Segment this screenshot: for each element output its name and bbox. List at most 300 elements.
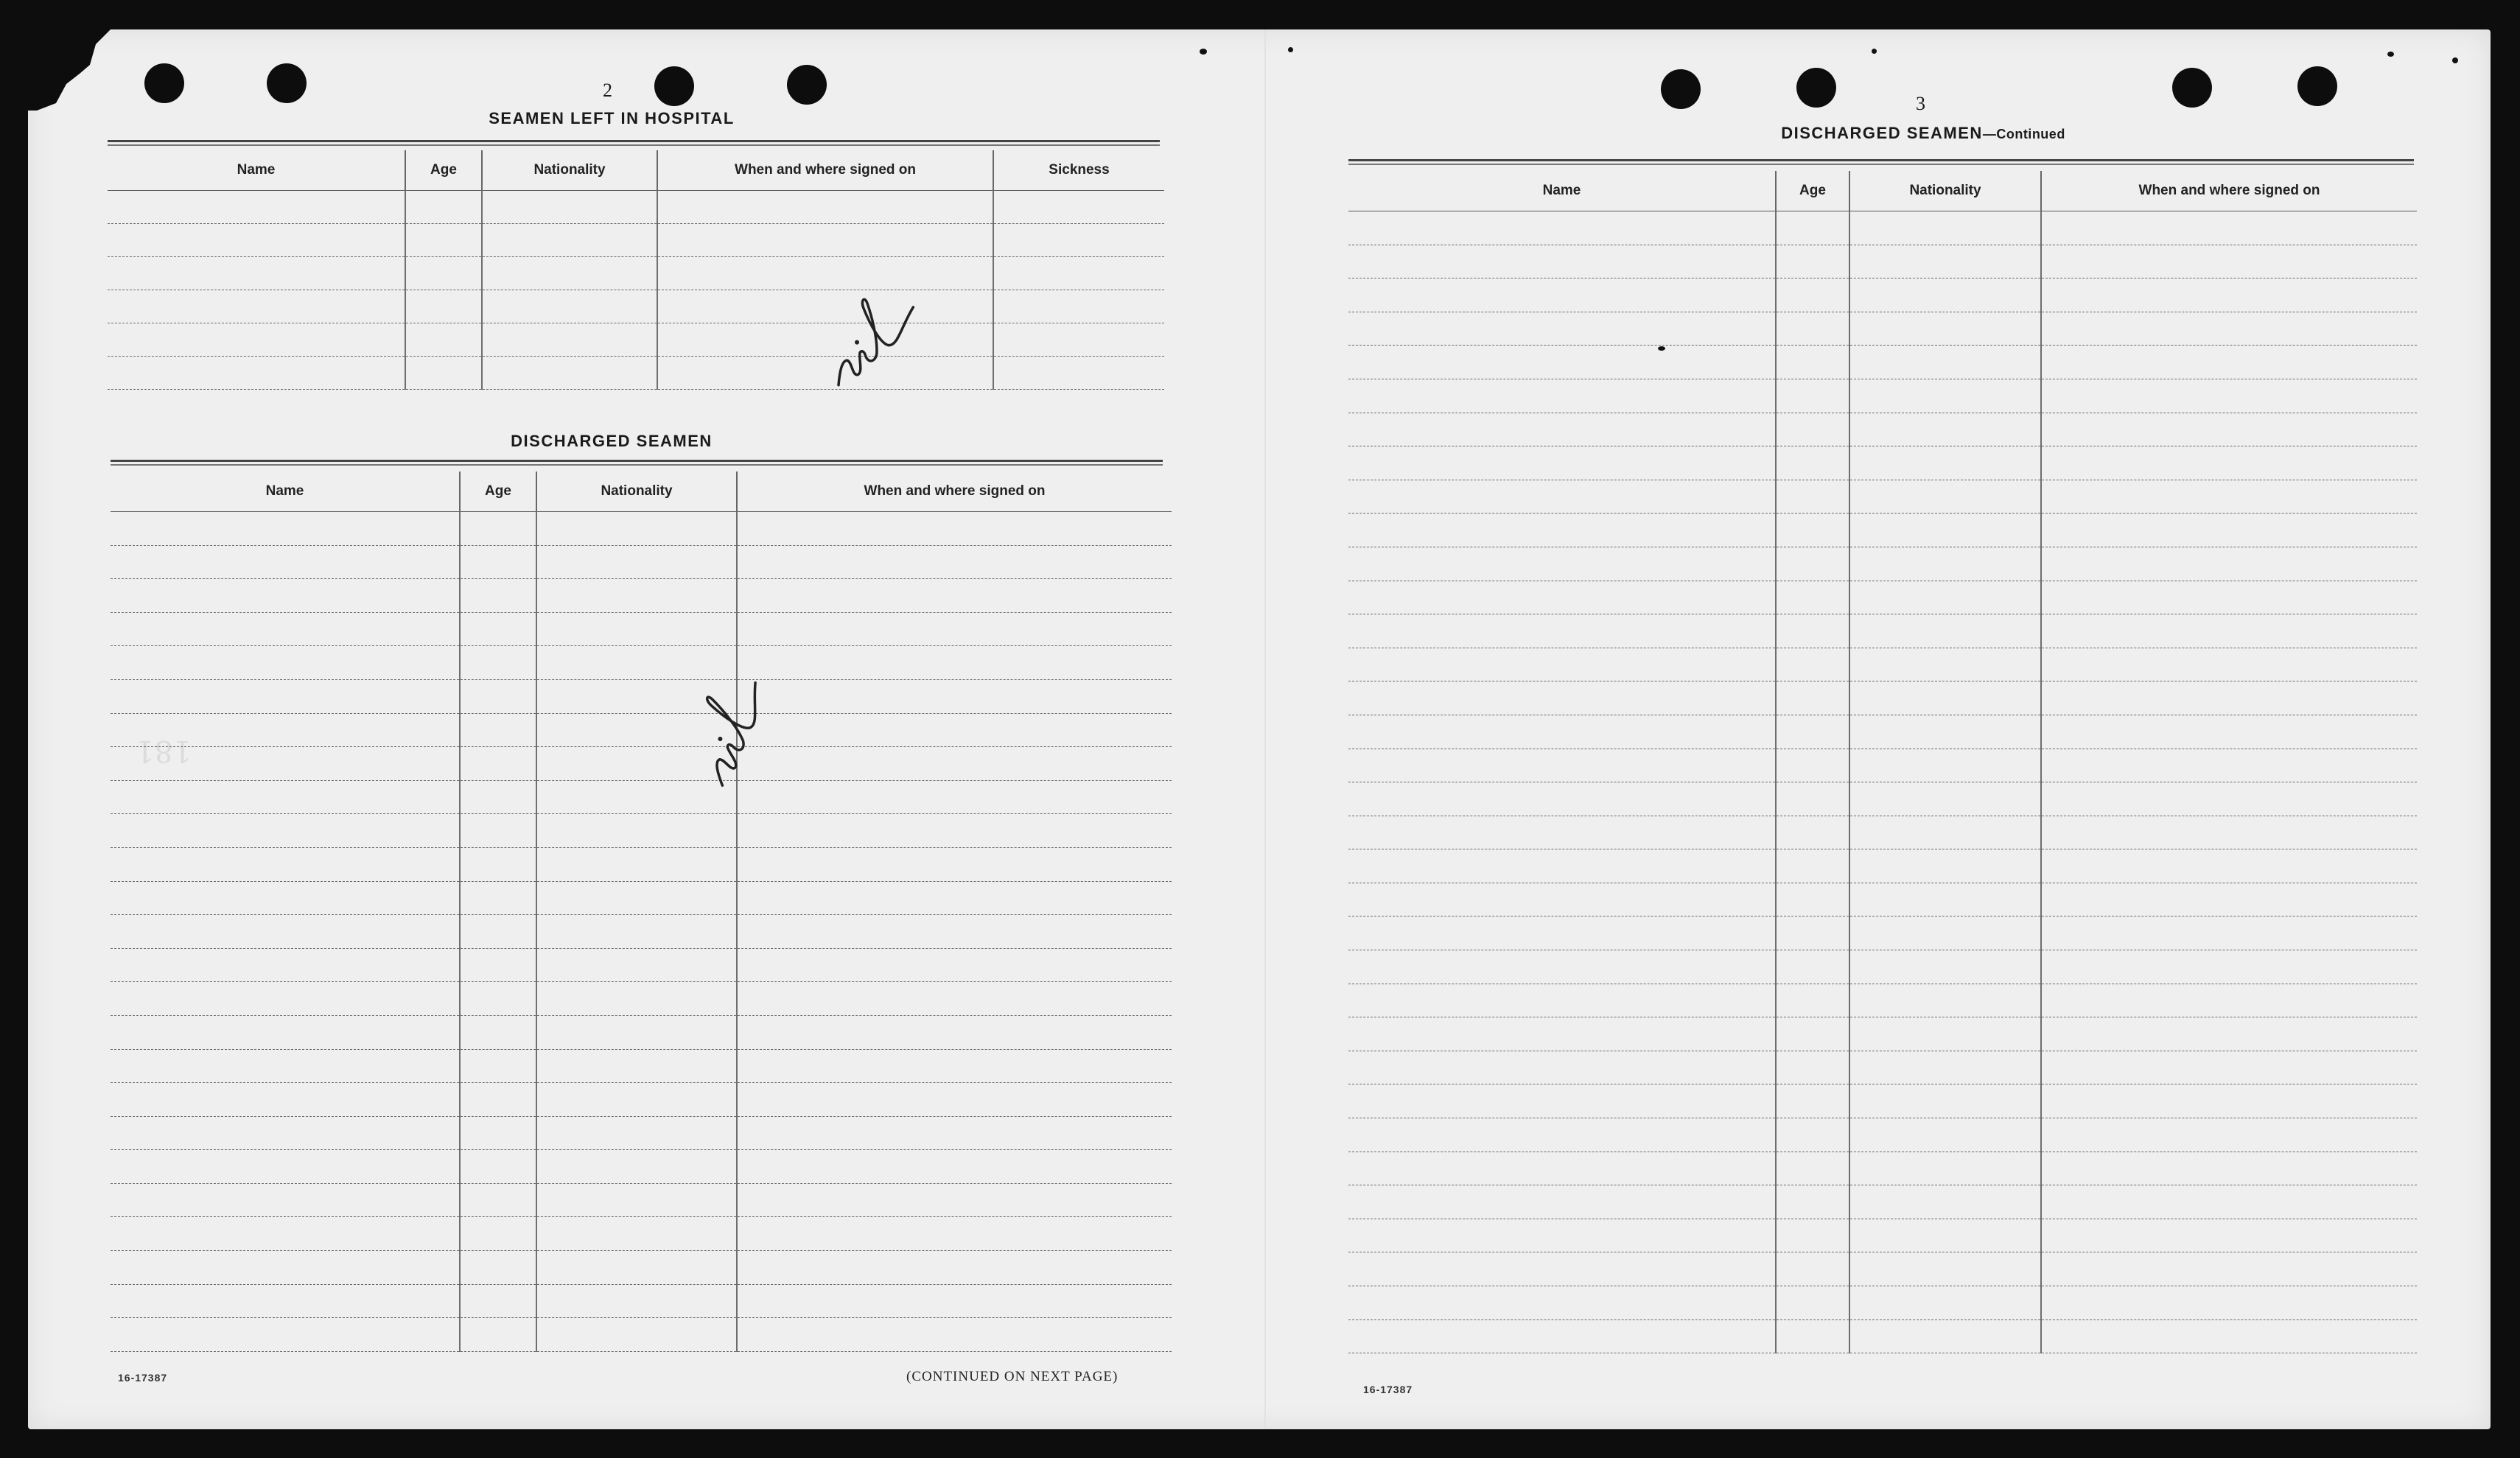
ledger-cell [405, 357, 482, 390]
ledger-row [1348, 547, 2417, 581]
ledger-cell [1849, 1152, 2041, 1185]
ledger-cell [1348, 782, 1776, 816]
ledger-cell [1776, 849, 1849, 883]
ledger-cell [482, 357, 657, 390]
ledger-row [111, 915, 1172, 949]
ledger-cell [1348, 581, 1776, 614]
ledger-cell [111, 881, 460, 915]
ledger-cell [1849, 782, 2041, 816]
ledger-cell [1849, 1219, 2041, 1252]
ledger-cell [1776, 379, 1849, 413]
ledger-cell [405, 290, 482, 323]
ledger-cell [1849, 1118, 2041, 1152]
ledger-cell [737, 1318, 1172, 1352]
ledger-cell [1348, 1051, 1776, 1084]
title-suffix: —Continued [1982, 127, 2065, 141]
ledger-cell [111, 780, 460, 814]
ledger-cell [1849, 916, 2041, 950]
ledger-cell [111, 646, 460, 680]
ledger-cell [1849, 1286, 2041, 1320]
torn-corner [22, 29, 111, 111]
ledger-cell [460, 1183, 536, 1217]
ledger-cell [2041, 480, 2417, 514]
ledger-cell [536, 579, 737, 613]
ledger-row [111, 780, 1172, 814]
ledger-cell [737, 1284, 1172, 1318]
ledger-cell [2041, 749, 2417, 782]
ledger-cell [1348, 1219, 1776, 1252]
ledger-cell [405, 224, 482, 257]
column-header-nationality: Nationality [536, 472, 737, 512]
column-header-age: Age [405, 150, 482, 191]
ledger-cell [2041, 816, 2417, 849]
ledger-row [111, 646, 1172, 680]
ledger-row [111, 1284, 1172, 1318]
ledger-row [111, 1217, 1172, 1251]
ledger-cell [2041, 245, 2417, 278]
ledger-cell [2041, 1051, 2417, 1084]
ledger-cell [1776, 514, 1849, 547]
ledger-cell [1849, 446, 2041, 480]
ledger-cell [737, 512, 1172, 546]
ledger-cell [1348, 1152, 1776, 1185]
ledger-cell [111, 612, 460, 646]
ledger-row [1348, 681, 2417, 715]
ledger-cell [1849, 312, 2041, 346]
column-header-signed-on: When and where signed on [2041, 171, 2417, 211]
ledger-cell [737, 1116, 1172, 1150]
ledger-cell [2041, 278, 2417, 312]
ledger-cell [737, 814, 1172, 848]
ledger-cell [536, 881, 737, 915]
ledger-cell [1348, 413, 1776, 446]
ledger-cell [1776, 681, 1849, 715]
ledger-cell [1776, 480, 1849, 514]
ledger-cell [1849, 245, 2041, 278]
ledger-cell [1348, 1017, 1776, 1051]
ledger-cell [1849, 413, 2041, 446]
ledger-cell [2041, 648, 2417, 681]
ledger-cell [1348, 547, 1776, 581]
column-header-signed-on: When and where signed on [737, 472, 1172, 512]
ledger-cell [111, 579, 460, 613]
ledger-cell [1849, 715, 2041, 749]
ledger-row [1348, 1118, 2417, 1152]
ledger-cell [460, 646, 536, 680]
ledger-row [111, 847, 1172, 881]
ledger-cell [2041, 984, 2417, 1017]
ledger-cell [1776, 1084, 1849, 1118]
column-header-nationality: Nationality [482, 150, 657, 191]
column-header-signed-on: When and where signed on [657, 150, 993, 191]
ledger-cell [1849, 1185, 2041, 1219]
ledger-cell [1849, 346, 2041, 379]
ledger-row [108, 191, 1164, 224]
ledger-row [1348, 984, 2417, 1017]
ledger-cell [2041, 211, 2417, 245]
ledger-row [111, 948, 1172, 982]
ledger-cell [460, 1116, 536, 1150]
hospital-section-title: SEAMEN LEFT IN HOSPITAL [489, 109, 735, 127]
ledger-cell [1849, 211, 2041, 245]
ledger-cell [2041, 514, 2417, 547]
ledger-cell [1776, 547, 1849, 581]
ledger-cell [1776, 648, 1849, 681]
ledger-cell [2041, 849, 2417, 883]
ledger-cell [108, 257, 405, 290]
ledger-cell [1849, 883, 2041, 916]
page-number-right: 3 [1916, 93, 1925, 114]
ledger-cell [1348, 211, 1776, 245]
ledger-cell [2041, 950, 2417, 984]
column-header-age: Age [1776, 171, 1849, 211]
ledger-cell [1348, 1252, 1776, 1286]
ledger-cell [1849, 681, 2041, 715]
ledger-cell [111, 948, 460, 982]
ledger-cell [737, 1217, 1172, 1251]
ledger-cell [536, 1284, 737, 1318]
ledger-row [1348, 1051, 2417, 1084]
ledger-cell [405, 323, 482, 357]
ledger-cell [536, 847, 737, 881]
ledger-row [1348, 916, 2417, 950]
ledger-cell [737, 1150, 1172, 1184]
column-header-sickness: Sickness [993, 150, 1164, 191]
punch-hole [787, 65, 827, 105]
ledger-cell [482, 290, 657, 323]
ledger-cell [1849, 1051, 2041, 1084]
ledger-cell [1849, 480, 2041, 514]
ledger-cell [1348, 514, 1776, 547]
ledger-cell [1348, 816, 1776, 849]
form-number-right: 16-17387 [1363, 1384, 1413, 1395]
header-row [108, 150, 1164, 191]
punch-hole [2297, 66, 2337, 106]
ledger-cell [737, 915, 1172, 949]
ledger-cell [1776, 245, 1849, 278]
speck [1288, 47, 1293, 52]
ledger-cell [1776, 816, 1849, 849]
ledger-cell [1776, 1286, 1849, 1320]
ledger-cell [1348, 245, 1776, 278]
ledger-cell [2041, 1118, 2417, 1152]
ledger-cell [737, 1015, 1172, 1049]
ledger-cell [2041, 782, 2417, 816]
ledger-row [111, 1116, 1172, 1150]
ledger-cell [1776, 715, 1849, 749]
ledger-row [1348, 648, 2417, 681]
ledger-cell [111, 1150, 460, 1184]
ledger-cell [536, 512, 737, 546]
discharged-continued-table [1348, 171, 2417, 1353]
ledger-row [111, 1083, 1172, 1117]
ledger-row [1348, 1017, 2417, 1051]
ledger-row [111, 1150, 1172, 1184]
ledger-cell [460, 579, 536, 613]
ledger-cell [1776, 749, 1849, 782]
ledger-cell [536, 545, 737, 579]
ledger-cell [737, 646, 1172, 680]
ledger-cell [2041, 916, 2417, 950]
ledger-cell [2041, 413, 2417, 446]
ledger-cell [460, 948, 536, 982]
ledger-cell [460, 1049, 536, 1083]
ledger-cell [2041, 1286, 2417, 1320]
ledger-cell [111, 679, 460, 713]
ledger-cell [1348, 648, 1776, 681]
ledger-cell [460, 915, 536, 949]
ledger-cell [111, 814, 460, 848]
ledger-cell [108, 323, 405, 357]
ledger-row [111, 1251, 1172, 1285]
ledger-row [108, 323, 1164, 357]
ledger-cell [536, 915, 737, 949]
ledger-cell [737, 982, 1172, 1016]
ledger-row [1348, 883, 2417, 916]
ledger-cell [993, 323, 1164, 357]
ledger-cell [1348, 1118, 1776, 1152]
ledger-cell [2041, 681, 2417, 715]
ledger-cell [536, 780, 737, 814]
ledger-cell [1348, 1319, 1776, 1353]
ledger-cell [1776, 278, 1849, 312]
ledger-cell [111, 847, 460, 881]
ledger-cell [2041, 1319, 2417, 1353]
punch-hole [2172, 68, 2212, 108]
ledger-cell [482, 257, 657, 290]
ledger-cell [1348, 614, 1776, 648]
page-fold [1264, 29, 1266, 1429]
section-rule [1348, 159, 2414, 165]
hospital-table [108, 150, 1164, 390]
ledger-cell [1849, 816, 2041, 849]
ledger-row [1348, 379, 2417, 413]
ledger-row [1348, 413, 2417, 446]
ledger-cell [2041, 1219, 2417, 1252]
ledger-cell [993, 224, 1164, 257]
ledger-cell [1776, 614, 1849, 648]
ledger-row [1348, 581, 2417, 614]
ledger-cell [1776, 1252, 1849, 1286]
ledger-cell [536, 1183, 737, 1217]
section-rule [108, 140, 1160, 146]
ledger-cell [1849, 648, 2041, 681]
ledger-row [108, 290, 1164, 323]
ledger-row [1348, 950, 2417, 984]
ledger-cell [536, 1217, 737, 1251]
ledger-cell [1849, 950, 2041, 984]
speck [2387, 52, 2394, 57]
ledger-row [1348, 816, 2417, 849]
ledger-cell [460, 512, 536, 546]
ledger-cell [737, 1049, 1172, 1083]
ledger-cell [1849, 1319, 2041, 1353]
ledger-cell [1776, 984, 1849, 1017]
ledger-cell [1776, 211, 1849, 245]
ledger-cell [460, 1150, 536, 1184]
ledger-row [111, 512, 1172, 546]
ledger-cell [2041, 614, 2417, 648]
ledger-cell [1348, 950, 1776, 984]
ledger-cell [2041, 1017, 2417, 1051]
punch-hole [1796, 68, 1836, 108]
column-header-age: Age [460, 472, 536, 512]
ledger-cell [1348, 1286, 1776, 1320]
ledger-cell [1348, 681, 1776, 715]
ledger-cell [460, 814, 536, 848]
ledger-cell [108, 191, 405, 224]
ledger-cell [1849, 614, 2041, 648]
ledger-cell [460, 847, 536, 881]
ledger-cell [657, 224, 993, 257]
ledger-row [1348, 346, 2417, 379]
ledger-cell [737, 780, 1172, 814]
ledger-cell [1849, 547, 2041, 581]
ledger-row [111, 881, 1172, 915]
ledger-cell [536, 646, 737, 680]
ledger-cell [2041, 379, 2417, 413]
ledger-cell [1776, 950, 1849, 984]
ledger-cell [737, 747, 1172, 781]
ledger-cell [1776, 581, 1849, 614]
ledger-cell [1776, 413, 1849, 446]
ledger-cell [536, 612, 737, 646]
column-header-name: Name [111, 472, 460, 512]
ledger-cell [536, 814, 737, 848]
ledger-row [1348, 446, 2417, 480]
ledger-cell [657, 191, 993, 224]
ledger-row [111, 1049, 1172, 1083]
ledger-cell [536, 948, 737, 982]
continued-note: (CONTINUED ON NEXT PAGE) [906, 1369, 1119, 1384]
ledger-cell [1348, 916, 1776, 950]
ledger-cell [1776, 1118, 1849, 1152]
ledger-cell [111, 1318, 460, 1352]
ledger-cell [1348, 849, 1776, 883]
ledger-cell [657, 257, 993, 290]
ledger-row [1348, 1319, 2417, 1353]
ledger-cell [1849, 1084, 2041, 1118]
ledger-cell [111, 545, 460, 579]
ledger-cell [482, 191, 657, 224]
ledger-cell [737, 948, 1172, 982]
ledger-cell [1348, 379, 1776, 413]
ledger-row [108, 257, 1164, 290]
ledger-cell [536, 1049, 737, 1083]
ledger-cell [1776, 1319, 1849, 1353]
bleed-through-mark: 181 [136, 734, 192, 768]
ledger-cell [108, 224, 405, 257]
ledger-cell [737, 881, 1172, 915]
ledger-cell [111, 713, 460, 747]
ledger-row [1348, 1152, 2417, 1185]
ledger-row [1348, 245, 2417, 278]
ledger-row [111, 1318, 1172, 1352]
ledger-row [1348, 514, 2417, 547]
ledger-cell [1849, 278, 2041, 312]
ledger-cell [108, 290, 405, 323]
ledger-row [108, 224, 1164, 257]
ledger-cell [993, 290, 1164, 323]
ledger-cell [737, 713, 1172, 747]
ledger-cell [737, 579, 1172, 613]
ledger-cell [2041, 715, 2417, 749]
ledger-cell [1348, 749, 1776, 782]
ledger-row [108, 357, 1164, 390]
ledger-cell [1849, 849, 2041, 883]
ledger-cell [1776, 782, 1849, 816]
discharged-table [111, 472, 1172, 1352]
page-number-left: 2 [603, 80, 612, 101]
ledger-cell [536, 982, 737, 1016]
ledger-cell [2041, 346, 2417, 379]
punch-hole [654, 66, 694, 106]
ledger-row [1348, 1219, 2417, 1252]
ledger-row [111, 679, 1172, 713]
ledger-cell [111, 1284, 460, 1318]
ledger-cell [536, 1251, 737, 1285]
ledger-cell [460, 982, 536, 1016]
ledger-cell [1348, 312, 1776, 346]
ledger-cell [737, 847, 1172, 881]
ledger-cell [536, 1318, 737, 1352]
ledger-row [1348, 749, 2417, 782]
ledger-cell [111, 1116, 460, 1150]
ledger-cell [111, 512, 460, 546]
ledger-cell [460, 881, 536, 915]
ledger-cell [1849, 984, 2041, 1017]
ledger-row [1348, 782, 2417, 816]
ledger-cell [111, 982, 460, 1016]
ledger-cell [460, 1284, 536, 1318]
ledger-row [111, 545, 1172, 579]
ledger-cell [2041, 883, 2417, 916]
punch-hole [267, 63, 307, 103]
ledger-cell [536, 1015, 737, 1049]
ledger-row [1348, 1286, 2417, 1320]
ledger-cell [405, 191, 482, 224]
ledger-cell [460, 1251, 536, 1285]
ledger-cell [482, 323, 657, 357]
ledger-row [111, 713, 1172, 747]
ledger-cell [460, 1015, 536, 1049]
ledger-row [1348, 1185, 2417, 1219]
ledger-cell [737, 545, 1172, 579]
form-number-left: 16-17387 [118, 1372, 168, 1384]
ledger-cell [1348, 1185, 1776, 1219]
ledger-cell [737, 1251, 1172, 1285]
ledger-row [1348, 480, 2417, 514]
ledger-row [111, 982, 1172, 1016]
ledger-cell [460, 1217, 536, 1251]
ledger-cell [1776, 883, 1849, 916]
ledger-cell [111, 1251, 460, 1285]
ledger-cell [1776, 1219, 1849, 1252]
ledger-cell [2041, 1152, 2417, 1185]
ledger-cell [2041, 312, 2417, 346]
ledger-cell [1776, 1051, 1849, 1084]
ledger-cell [536, 1150, 737, 1184]
ledger-cell [111, 915, 460, 949]
ledger-cell [1776, 1185, 1849, 1219]
ledger-cell [111, 1049, 460, 1083]
discharged-continued-title [1724, 124, 2122, 143]
ledger-cell [1776, 446, 1849, 480]
ledger-row [1348, 614, 2417, 648]
ledger-cell [1348, 984, 1776, 1017]
ledger-cell [536, 1083, 737, 1117]
ledger-cell [2041, 1084, 2417, 1118]
